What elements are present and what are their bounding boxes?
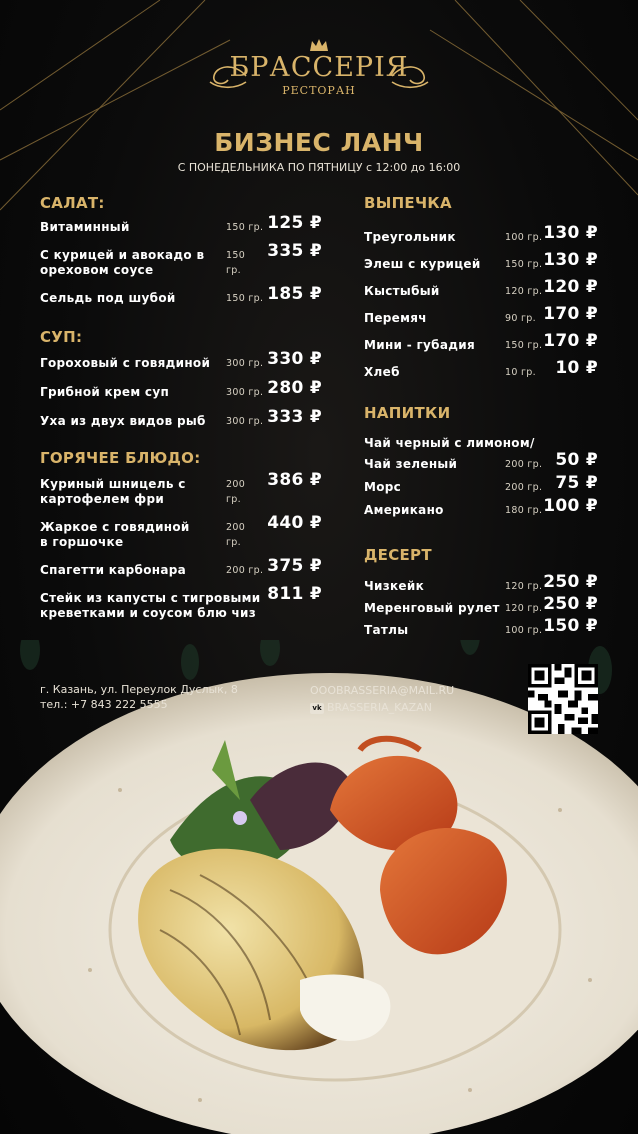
email[interactable]: OOOBRASSERIA@MAIL.RU	[310, 684, 455, 697]
menu-item	[364, 331, 604, 353]
menu-item-price: 125 ₽	[267, 213, 322, 233]
brand-name: БРАССЕРІЯ	[229, 52, 409, 83]
menu-item-name: Морс	[364, 480, 402, 494]
menu-item-price: 150 ₽	[543, 616, 598, 636]
menu-item-name: Гороховый с говядиной	[40, 356, 211, 370]
menu-item	[40, 556, 330, 578]
menu-item-weight: 200 гр.	[505, 482, 543, 493]
ornament-flourish-icon	[204, 52, 434, 94]
left-menu-column	[40, 188, 330, 621]
menu-item-name: Жаркое с говядиной в горшочке	[40, 520, 190, 549]
brand-logo	[0, 38, 638, 97]
menu-item-name: Чай черный с лимоном/	[364, 436, 535, 450]
menu-item	[364, 358, 604, 380]
menu-item-weight: 200 гр.	[226, 479, 246, 505]
menu-item-name: Хлеб	[364, 365, 400, 379]
menu-item-price: 130 ₽	[543, 223, 598, 243]
section-title-dessert: ДЕСЕРТ	[364, 546, 432, 564]
menu-item	[364, 223, 604, 245]
menu-item	[364, 616, 604, 638]
menu-item-price: 330 ₽	[267, 349, 322, 369]
menu-item-price: 386 ₽	[267, 470, 322, 490]
menu-item-name: С курицей и авокадо в ореховом соусе	[40, 248, 205, 277]
page-title: БИЗНЕС ЛАНЧ	[214, 128, 424, 157]
menu-item-name: Уха из двух видов рыб	[40, 414, 206, 428]
menu-item-price: 335 ₽	[267, 241, 322, 261]
menu-item-weight: 300 гр.	[226, 416, 264, 427]
menu-item-weight: 10 гр.	[505, 367, 536, 378]
menu-item	[364, 496, 604, 518]
menu-item-weight: 300 гр.	[226, 387, 264, 398]
menu-item-name: Стейк из капусты с тигровыми креветками и соусом блю чиз	[40, 591, 261, 620]
menu-item-price: 280 ₽	[267, 378, 322, 398]
menu-item-weight: 100 гр.	[505, 232, 543, 243]
menu-item-price: 50 ₽	[555, 450, 598, 470]
menu-item-price: 10 ₽	[555, 358, 598, 378]
menu-item-price: 440 ₽	[267, 513, 322, 533]
menu-item-price: 120 ₽	[543, 277, 598, 297]
menu-item	[40, 284, 330, 306]
crown-icon	[309, 38, 329, 52]
menu-item-weight: 200 гр.	[226, 522, 246, 548]
menu-item	[40, 378, 330, 400]
menu-item-price: 100 ₽	[543, 496, 598, 516]
section-title-drinks: НАПИТКИ	[364, 404, 451, 422]
contact-block	[310, 682, 454, 716]
menu-item	[364, 304, 604, 326]
menu-item-name: Треугольник	[364, 230, 456, 244]
menu-item	[364, 450, 604, 472]
menu-item-weight: 150 гр.	[505, 340, 543, 351]
menu-item	[40, 470, 322, 507]
menu-item-name: Чай зеленый	[364, 457, 458, 471]
menu-item-weight: 150 гр.	[505, 259, 543, 270]
menu-item-name: Чизкейк	[364, 579, 425, 593]
menu-item	[40, 241, 322, 278]
menu-item	[364, 572, 604, 594]
menu-item-name: Меренговый рулет	[364, 601, 500, 615]
section-title-salad: САЛАТ:	[40, 194, 105, 212]
menu-item-weight: 200 гр.	[505, 459, 543, 470]
menu-item	[40, 407, 330, 429]
menu-item-name: Сельдь под шубой	[40, 291, 176, 305]
menu-item	[364, 594, 604, 616]
menu-item-weight: 90 гр.	[505, 313, 536, 324]
menu-item-name: Перемяч	[364, 311, 427, 325]
menu-item-price: 250 ₽	[543, 594, 598, 614]
menu-item-weight: 300 гр.	[226, 358, 264, 369]
section-title-hot-dish: ГОРЯЧЕЕ БЛЮДО:	[40, 449, 201, 467]
menu-item-weight: 180 гр.	[505, 505, 543, 516]
menu-item-price: 811 ₽	[267, 584, 322, 604]
right-menu-column	[364, 188, 604, 638]
menu-item-name: Татлы	[364, 623, 409, 637]
menu-item-name: Элеш с курицей	[364, 257, 481, 271]
menu-item	[40, 213, 330, 235]
menu-item	[40, 513, 322, 550]
menu-item-name: Кыстыбый	[364, 284, 440, 298]
menu-item	[40, 584, 322, 621]
menu-item	[364, 473, 604, 495]
section-title-pastry: ВЫПЕЧКА	[364, 194, 452, 212]
menu-item-weight: 120 гр.	[505, 286, 543, 297]
menu-item	[364, 250, 604, 272]
menu-item-price: 333 ₽	[267, 407, 322, 427]
brand-subtitle: РЕСТОРАН	[282, 84, 356, 97]
menu-item-price: 185 ₽	[267, 284, 322, 304]
menu-item-weight: 120 гр.	[505, 581, 543, 592]
menu-item-name: Спагетти карбонара	[40, 563, 187, 577]
menu-item-name: Американо	[364, 503, 444, 517]
page-subtitle: С ПОНЕДЕЛЬНИКА ПО ПЯТНИЦУ с 12:00 до 16:00	[177, 161, 461, 174]
vk-icon: vk	[310, 703, 324, 714]
phone[interactable]: тел.: +7 843 222 5555	[40, 698, 168, 711]
vk-link[interactable]	[310, 699, 454, 716]
menu-item-price: 130 ₽	[543, 250, 598, 270]
menu-item-weight: 100 гр.	[505, 625, 543, 636]
menu-item-weight: 150 гр.	[226, 222, 264, 233]
menu-item	[40, 349, 330, 371]
vk-handle: BRASSERIA_KAZAN	[327, 701, 432, 714]
menu-item-name: Мини - губадия	[364, 338, 475, 352]
menu-item-price: 170 ₽	[543, 304, 598, 324]
menu-item-name: Куриный шницель с картофелем фри	[40, 477, 186, 506]
section-title-soup: СУП:	[40, 328, 83, 346]
menu-item-weight: 200 гр.	[226, 565, 264, 576]
menu-item	[364, 277, 604, 299]
address: г. Казань, ул. Переулок Дуслык, 8	[40, 683, 238, 696]
menu-item-name: Грибной крем суп	[40, 385, 170, 399]
menu-item	[364, 436, 604, 451]
address-block	[40, 682, 238, 712]
menu-item-weight: 150 гр.	[226, 250, 246, 276]
menu-item-name: Витаминный	[40, 220, 130, 234]
menu-item-weight: 150 гр.	[226, 293, 264, 304]
menu-item-weight: 120 гр.	[505, 603, 543, 614]
menu-item-price: 75 ₽	[555, 473, 598, 493]
menu-item-price: 170 ₽	[543, 331, 598, 351]
menu-item-price: 375 ₽	[267, 556, 322, 576]
menu-item-price: 250 ₽	[543, 572, 598, 592]
qr-code-icon	[528, 664, 598, 734]
